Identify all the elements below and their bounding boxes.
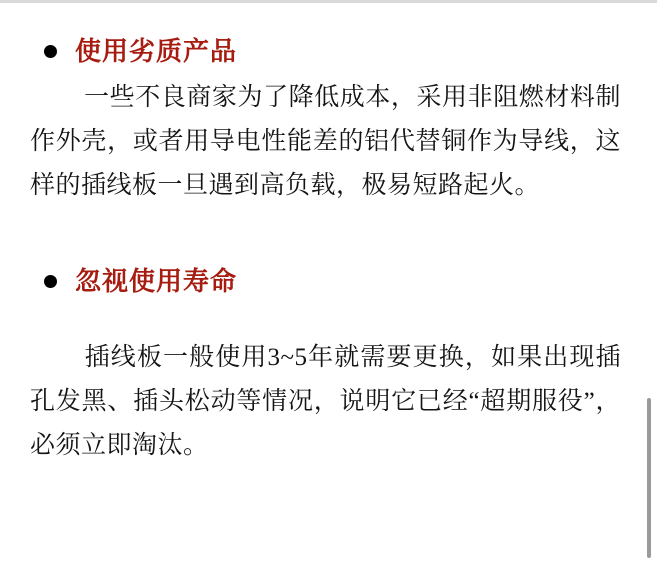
paragraph-text: 一些不良商家为了降低成本，采用非阻燃材料制作外壳，或者用导电性能差的铝代替铜作为导线，这样的插线板一旦遇到高负载，极易短路起火。 [30,84,621,199]
bullet-dot-icon [44,45,57,58]
paragraph-text: 插线板一般使用3~5年就需要更换，如果出现插孔发黑、插头松动等情况，说明它已经“超期服役”，必须立即淘汰。 [30,344,621,459]
section-heading-row [44,262,627,300]
section-service-life [30,262,627,468]
paragraph-spacer [30,306,627,336]
bullet-dot-icon [44,275,57,288]
top-divider [0,0,657,3]
section-heading: 使用劣质产品 [75,36,238,66]
section-heading: 忽视使用寿命 [75,266,238,296]
vertical-scrollbar[interactable] [647,398,651,558]
section-paragraph [30,76,621,208]
section-poor-quality-products [30,32,627,208]
section-heading-row [44,32,627,70]
section-spacer [30,212,627,248]
section-paragraph [30,336,621,468]
